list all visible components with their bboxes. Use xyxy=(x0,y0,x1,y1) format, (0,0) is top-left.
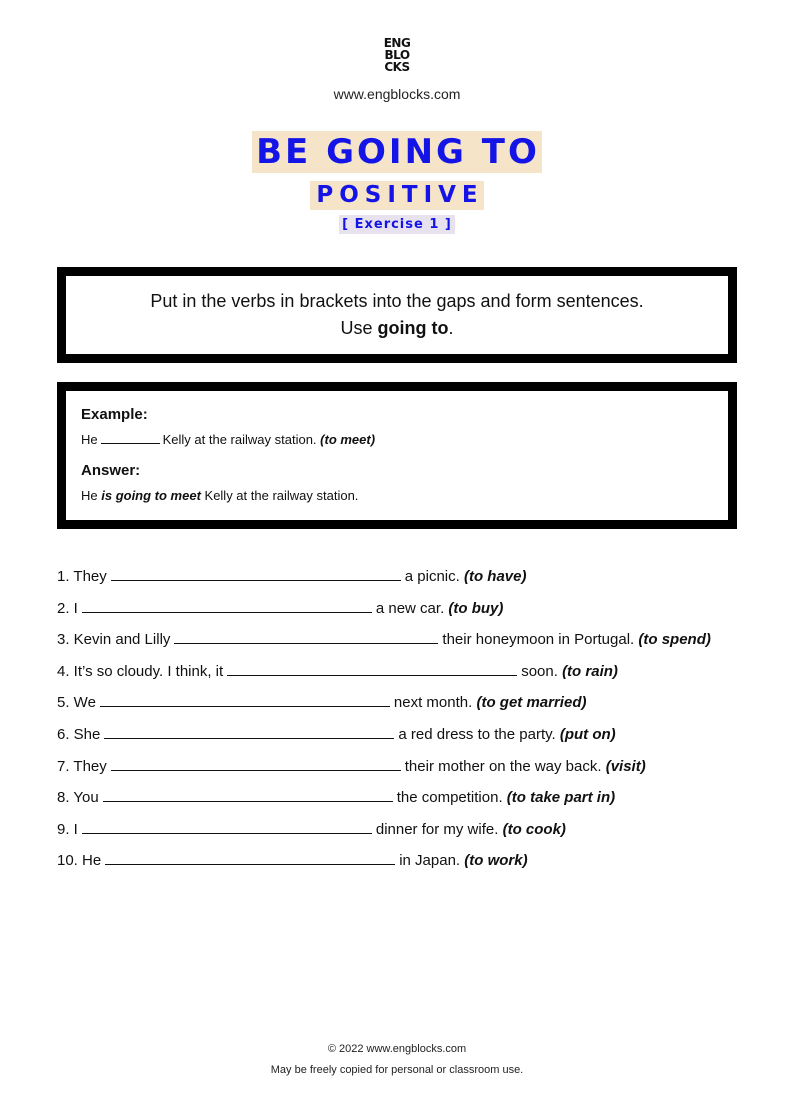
answer-blank[interactable] xyxy=(103,785,393,802)
item-hint: (visit) xyxy=(605,757,646,775)
item-suffix: their mother on the way back. xyxy=(404,757,602,775)
item-hint: (to spend) xyxy=(638,631,711,649)
logo-line-3: CKS xyxy=(384,60,410,74)
item-suffix: in Japan. xyxy=(399,852,461,870)
instructions-box xyxy=(57,267,737,363)
site-url: www.engblocks.com xyxy=(333,86,461,102)
answer-blank[interactable] xyxy=(105,848,395,865)
item-prefix: 2. I xyxy=(57,599,78,617)
item-suffix: dinner for my wife. xyxy=(375,820,499,838)
example-pre: He xyxy=(81,432,98,447)
example-post: Kelly at the railway station. xyxy=(162,432,317,447)
item-hint: (to have) xyxy=(463,568,527,585)
item-hint: (to cook) xyxy=(502,820,566,838)
exercise-label: [ Exercise 1 ] xyxy=(339,215,455,234)
example-heading: Example: xyxy=(81,406,148,423)
item-suffix: a red dress to the party. xyxy=(398,725,556,743)
exercise-item xyxy=(57,721,777,753)
page-subtitle: POSITIVE xyxy=(310,181,483,210)
item-suffix: the competition. xyxy=(396,789,503,807)
item-prefix: 9. I xyxy=(57,820,78,838)
instructions-going-to: going to xyxy=(377,318,449,338)
answer-blank[interactable] xyxy=(227,659,517,676)
footer-copyright: © 2022 www.engblocks.com xyxy=(327,1043,467,1055)
logo-line-1: ENG xyxy=(383,36,411,50)
exercise-item xyxy=(57,658,777,690)
exercise-item xyxy=(57,563,777,595)
answer-post: Kelly at the railway station. xyxy=(200,488,359,503)
item-hint: (to work) xyxy=(464,852,528,870)
answer-blank[interactable] xyxy=(82,817,372,834)
example-hint: (to meet) xyxy=(320,432,376,447)
page-title: BE GOING TO xyxy=(252,131,542,173)
answer-blank[interactable] xyxy=(100,690,390,707)
item-prefix: 5. We xyxy=(57,694,96,712)
exercise-item xyxy=(57,816,777,848)
item-hint: (to take part in) xyxy=(506,789,616,807)
item-suffix: next month. xyxy=(393,694,473,712)
item-prefix: 6. She xyxy=(57,725,101,743)
instructions-line-1: Put in the verbs in brackets into the gaps and form sentences. xyxy=(150,291,644,311)
answer-bold: is going to meet xyxy=(101,488,201,503)
answer-pre: He xyxy=(81,488,102,503)
answer-sentence xyxy=(81,481,728,517)
item-hint: (to buy) xyxy=(448,599,504,617)
exercise-list xyxy=(57,563,777,879)
exercise-item xyxy=(57,847,777,879)
item-suffix: soon. xyxy=(521,662,558,680)
exercise-item xyxy=(57,753,777,785)
item-hint: (to get married) xyxy=(476,694,587,712)
footer-note: May be freely copied for personal or classroom use. xyxy=(270,1064,524,1076)
answer-heading: Answer: xyxy=(81,462,141,479)
engblocks-logo xyxy=(0,37,794,73)
item-hint: (to rain) xyxy=(562,662,618,680)
instructions-period: . xyxy=(448,318,454,338)
item-prefix: 8. You xyxy=(57,789,99,807)
exercise-item xyxy=(57,595,777,627)
item-suffix: a new car. xyxy=(375,599,445,617)
exercise-item xyxy=(57,626,777,658)
answer-blank[interactable] xyxy=(174,627,438,644)
item-prefix: 4. It’s so cloudy. I think, it xyxy=(57,662,224,680)
instructions-line-2 xyxy=(66,315,728,342)
answer-blank[interactable] xyxy=(111,754,401,771)
item-suffix: a picnic. xyxy=(404,568,460,585)
item-prefix: 1. They xyxy=(57,568,107,585)
item-suffix: their honeymoon in Portugal. xyxy=(442,631,635,649)
example-blank xyxy=(101,430,160,444)
instructions-use-text: Use xyxy=(340,318,378,338)
answer-blank[interactable] xyxy=(111,564,401,581)
item-prefix: 3. Kevin and Lilly xyxy=(57,631,171,649)
item-hint: (put on) xyxy=(559,725,616,743)
answer-blank[interactable] xyxy=(104,722,394,739)
answer-blank[interactable] xyxy=(82,596,372,613)
exercise-item xyxy=(57,784,777,816)
exercise-item xyxy=(57,689,777,721)
logo-line-2: BLO xyxy=(384,48,410,62)
item-prefix: 10. He xyxy=(57,852,102,870)
example-box xyxy=(57,382,737,529)
item-prefix: 7. They xyxy=(57,757,107,775)
example-sentence xyxy=(81,425,728,461)
